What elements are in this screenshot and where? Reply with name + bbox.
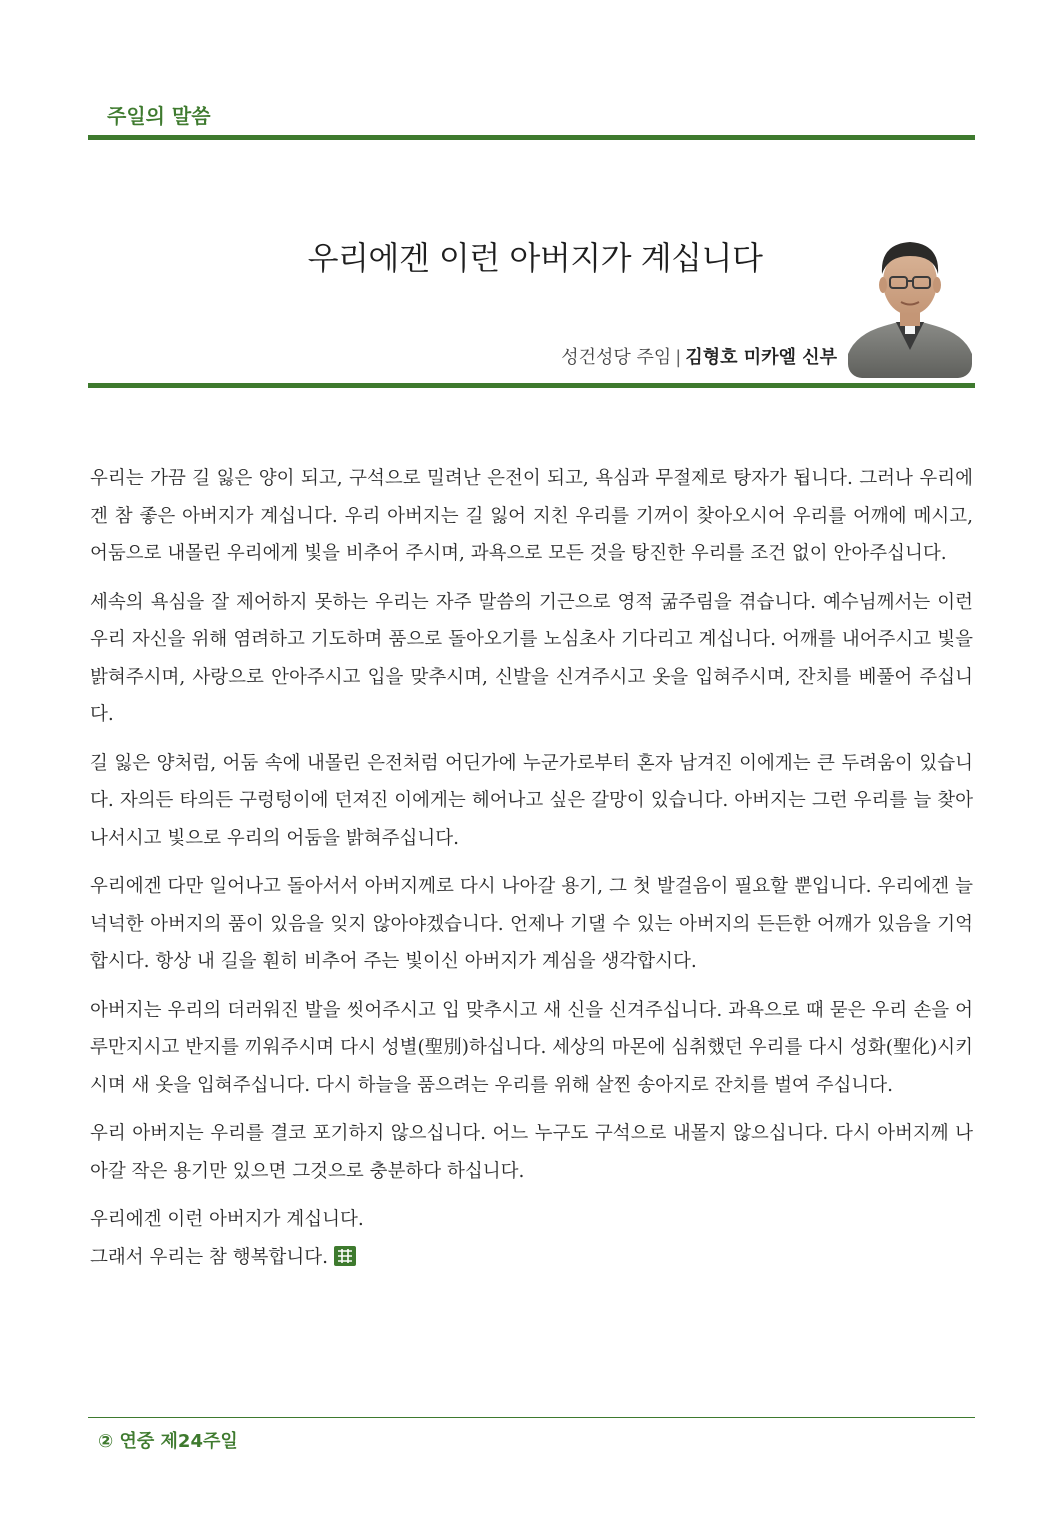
byline-role: 성건성당 주임 [561,347,672,368]
section-label: 주일의 말씀 [107,104,211,128]
body-paragraph: 아버지는 우리의 더러워진 발을 씻어주시고 입 맞추시고 새 신을 신겨주십니다. 과욕으로 때 묻은 우리 손을 어루만지시고 반지를 끼워주시며 다시 성별(聖別)하십니다. 세상의 마몬에 심취했던 우리를 다시 성화(聖化)시키시며 새 옷을 입혀주십니다. 다시 하늘을 품으려는 우리를 위해 살찐 송아지로 잔치를 벌여 주십니다. [90,999,973,1096]
end-mark-icon [334,1242,356,1262]
header-bottom-rule [88,383,975,388]
page-footer-label: ② 연중 제24주일 [98,1431,238,1452]
top-rule [88,135,975,140]
author-portrait [848,222,972,378]
body-paragraph: 우리에겐 다만 일어나고 돌아서서 아버지께로 다시 나아갈 용기, 그 첫 발걸음이 필요할 뿐입니다. 우리에겐 늘 넉넉한 아버지의 품이 있음을 잊지 않아야겠습니다. 언제나 기댈 수 있는 아버지의 든든한 어깨가 있음을 기억합시다. 항상 내 길을 훤히 비추어 주는 빛이신 아버지가 계심을 생각합시다. [90,876,973,972]
article-title: 우리에겐 이런 아버지가 계십니다 [307,239,763,277]
body-paragraph: 세속의 욕심을 잘 제어하지 못하는 우리는 자주 말씀의 기근으로 영적 굶주림을 겪습니다. 예수님께서는 이런 우리 자신을 위해 염려하고 기도하며 품으로 돌아오기를 노심초사 기다리고 계십니다. 어깨를 내어주시고 빛을 밝혀주시며, 사랑으로 안아주시고 입을 맞추시며, 신발을 신겨주시고 옷을 입혀주시며, 잔치를 베풀어 주십니다. [90,591,973,725]
closing-line-2: 그래서 우리는 참 행복합니다. [90,1246,328,1268]
priest-portrait-icon [848,222,972,378]
body-paragraph: 우리 아버지는 우리를 결코 포기하지 않으십니다. 어느 누구도 구석으로 내몰지 않으십니다. 다시 아버지께 나아갈 작은 용기만 있으면 그것으로 충분하다 하십니다. [90,1123,973,1182]
body-paragraph: 길 잃은 양처럼, 어둠 속에 내몰린 은전처럼 어딘가에 누군가로부터 혼자 남겨진 이에게는 큰 두려움이 있습니다. 자의든 타의든 구렁텅이에 던져진 이에게는 헤어나고 싶은 갈망이 있습니다. 아버지는 그런 우리를 늘 찾아 나서시고 빛으로 우리의 어둠을 밝혀주십니다. [90,752,973,849]
body-paragraph: 우리는 가끔 길 잃은 양이 되고, 구석으로 밀려난 은전이 되고, 욕심과 무절제로 탕자가 됩니다. 그러나 우리에겐 참 좋은 아버지가 계십니다. 우리 아버지는 길 잃어 지친 우리를 기꺼이 찾아오시어 우리를 어깨에 메시고, 어둠으로 내몰린 우리에게 빛을 비추어 주시며, 과욕으로 모든 것을 탕진한 우리를 조건 없이 안아주십니다. [90,468,973,564]
byline-name: 김형호 미카엘 신부 [685,347,837,368]
article-body [90,460,973,1276]
closing-line-1: 우리에겐 이런 아버지가 계십니다. [90,1209,364,1230]
byline [561,343,837,369]
byline-separator: | [675,347,682,368]
closing-paragraph [90,1201,973,1276]
footer-rule [88,1417,975,1418]
